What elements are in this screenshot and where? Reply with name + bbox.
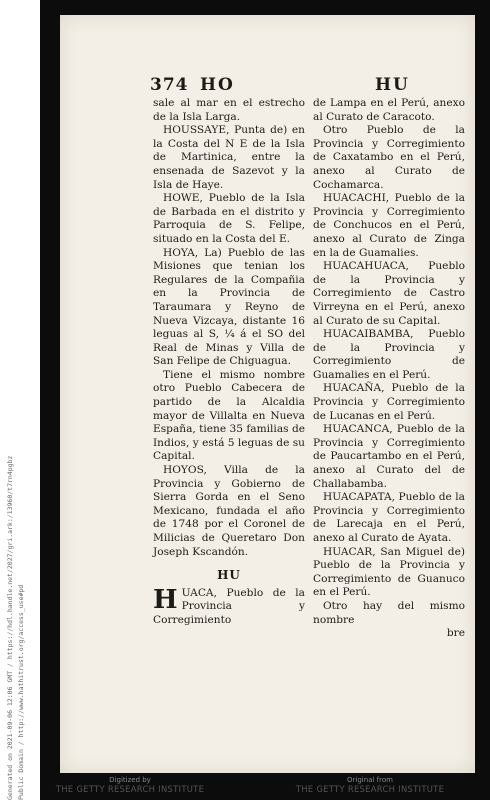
original-from-label: Original from bbox=[347, 776, 393, 784]
left-margin bbox=[0, 0, 40, 800]
paragraph: HUACAÑA, Pueblo de la Provincia y Corregimiento de Lucanas en el Perú. bbox=[313, 382, 465, 422]
section-heading: HU bbox=[217, 568, 241, 583]
paragraph: HOYOS, Villa de la Provincia y Gobierno de Sierra Gorda en el Seno Mexicano, fundada el año de 1748 por el Coronel de Milicias de Queretaro Don Joseph Kscandón. bbox=[153, 464, 305, 558]
license-note: Public Domain / http://www.hathitrust.org/access_use#pd bbox=[17, 584, 25, 800]
paragraph: HUACAIBAMBA, Pueblo de la Provincia y Corregimiento de Guamalies en el Perú. bbox=[313, 328, 465, 381]
page-header bbox=[150, 75, 465, 97]
paragraph: HOYA, La) Pueblo de las Misiones que tenian los Regulares de la Compañia en la Provincia de Taraumara y Reyno de Nueva Vizcaya, distante 16 leguas al S, ¼ á el SO del Real de Minas y Villa de San Felipe de Chiguagua. bbox=[153, 246, 305, 368]
drop-cap: H bbox=[153, 584, 178, 615]
paragraph: HOUSSAYE, Punta de) en la Costa del N E de la Isla de Martinica, entre la ensenada de Sazevot y la Isla de Haye. bbox=[153, 124, 305, 191]
original-source-name: THE GETTY RESEARCH INSTITUTE bbox=[295, 784, 445, 794]
paragraph: HOWE, Pueblo de la Isla de Barbada en el distrito y Parroquia de S. Felipe, situado en la Costa del E. bbox=[153, 192, 305, 245]
paragraph: HUACAHUACA, Pueblo de la Provincia y Corregimiento de Castro Virreyna en el Perú, anexo al Curato de su Capital. bbox=[313, 260, 465, 327]
paragraph: de Lampa en el Perú, anexo al Curato de Caracoto. bbox=[313, 97, 465, 123]
generated-note: Generated on 2021-09-06 12:06 GMT / https://hdl.handle.net/2027/gri.ark:/13960/t7rn4pgbz bbox=[6, 455, 14, 800]
paragraph-text: UACA, Pueblo de la Provincia y Corregimiento bbox=[153, 586, 305, 626]
running-head-left: HO bbox=[200, 75, 235, 95]
digitized-by-label: Digitized by bbox=[109, 776, 151, 784]
paragraph: Otro Pueblo de la Provincia y Corregimiento de Caxatambo en el Perú, anexo al Curato de Cochamarca. bbox=[313, 124, 465, 191]
digitizer-name: THE GETTY RESEARCH INSTITUTE bbox=[55, 784, 205, 794]
left-column bbox=[153, 97, 305, 628]
paragraph-with-drop-cap bbox=[153, 584, 305, 628]
footer-original bbox=[270, 776, 470, 800]
paragraph: Otro hay del mismo nombre bbox=[313, 599, 465, 626]
paragraph: HUACACHI, Pueblo de la Provincia y Corregimiento de Conchucos en el Perú, anexo al Curato de Zinga en la de Guamalies. bbox=[313, 192, 465, 259]
paragraph: Tiene el mismo nombre otro Pueblo Cabecera de partido de la Alcaldia mayor de Villalta en Nueva España, tiene 35 familias de Indios, y está 5 leguas de su Capital. bbox=[153, 368, 305, 463]
paragraph: HUACANCA, Pueblo de la Provincia y Corregimiento de Paucartambo en el Perú, anexo al Curato del de Challabamba. bbox=[313, 423, 465, 490]
paragraph: HUACAPATA, Pueblo de la Provincia y Corregimiento de Larecaja en el Perú, anexo al Curato de Ayata. bbox=[313, 491, 465, 544]
running-head-right: HU bbox=[375, 75, 410, 95]
paragraph: sale al mar en el estrecho de la Isla Larga. bbox=[153, 97, 305, 123]
page-number: 374 bbox=[150, 75, 189, 95]
footer-digitized bbox=[30, 776, 230, 800]
catchword: bre bbox=[446, 627, 465, 640]
paragraph: HUACAR, San Miguel de) Pueblo de la Provincia y Corregimiento de Guanuco en el Perú. bbox=[313, 545, 465, 599]
right-column bbox=[313, 97, 465, 641]
